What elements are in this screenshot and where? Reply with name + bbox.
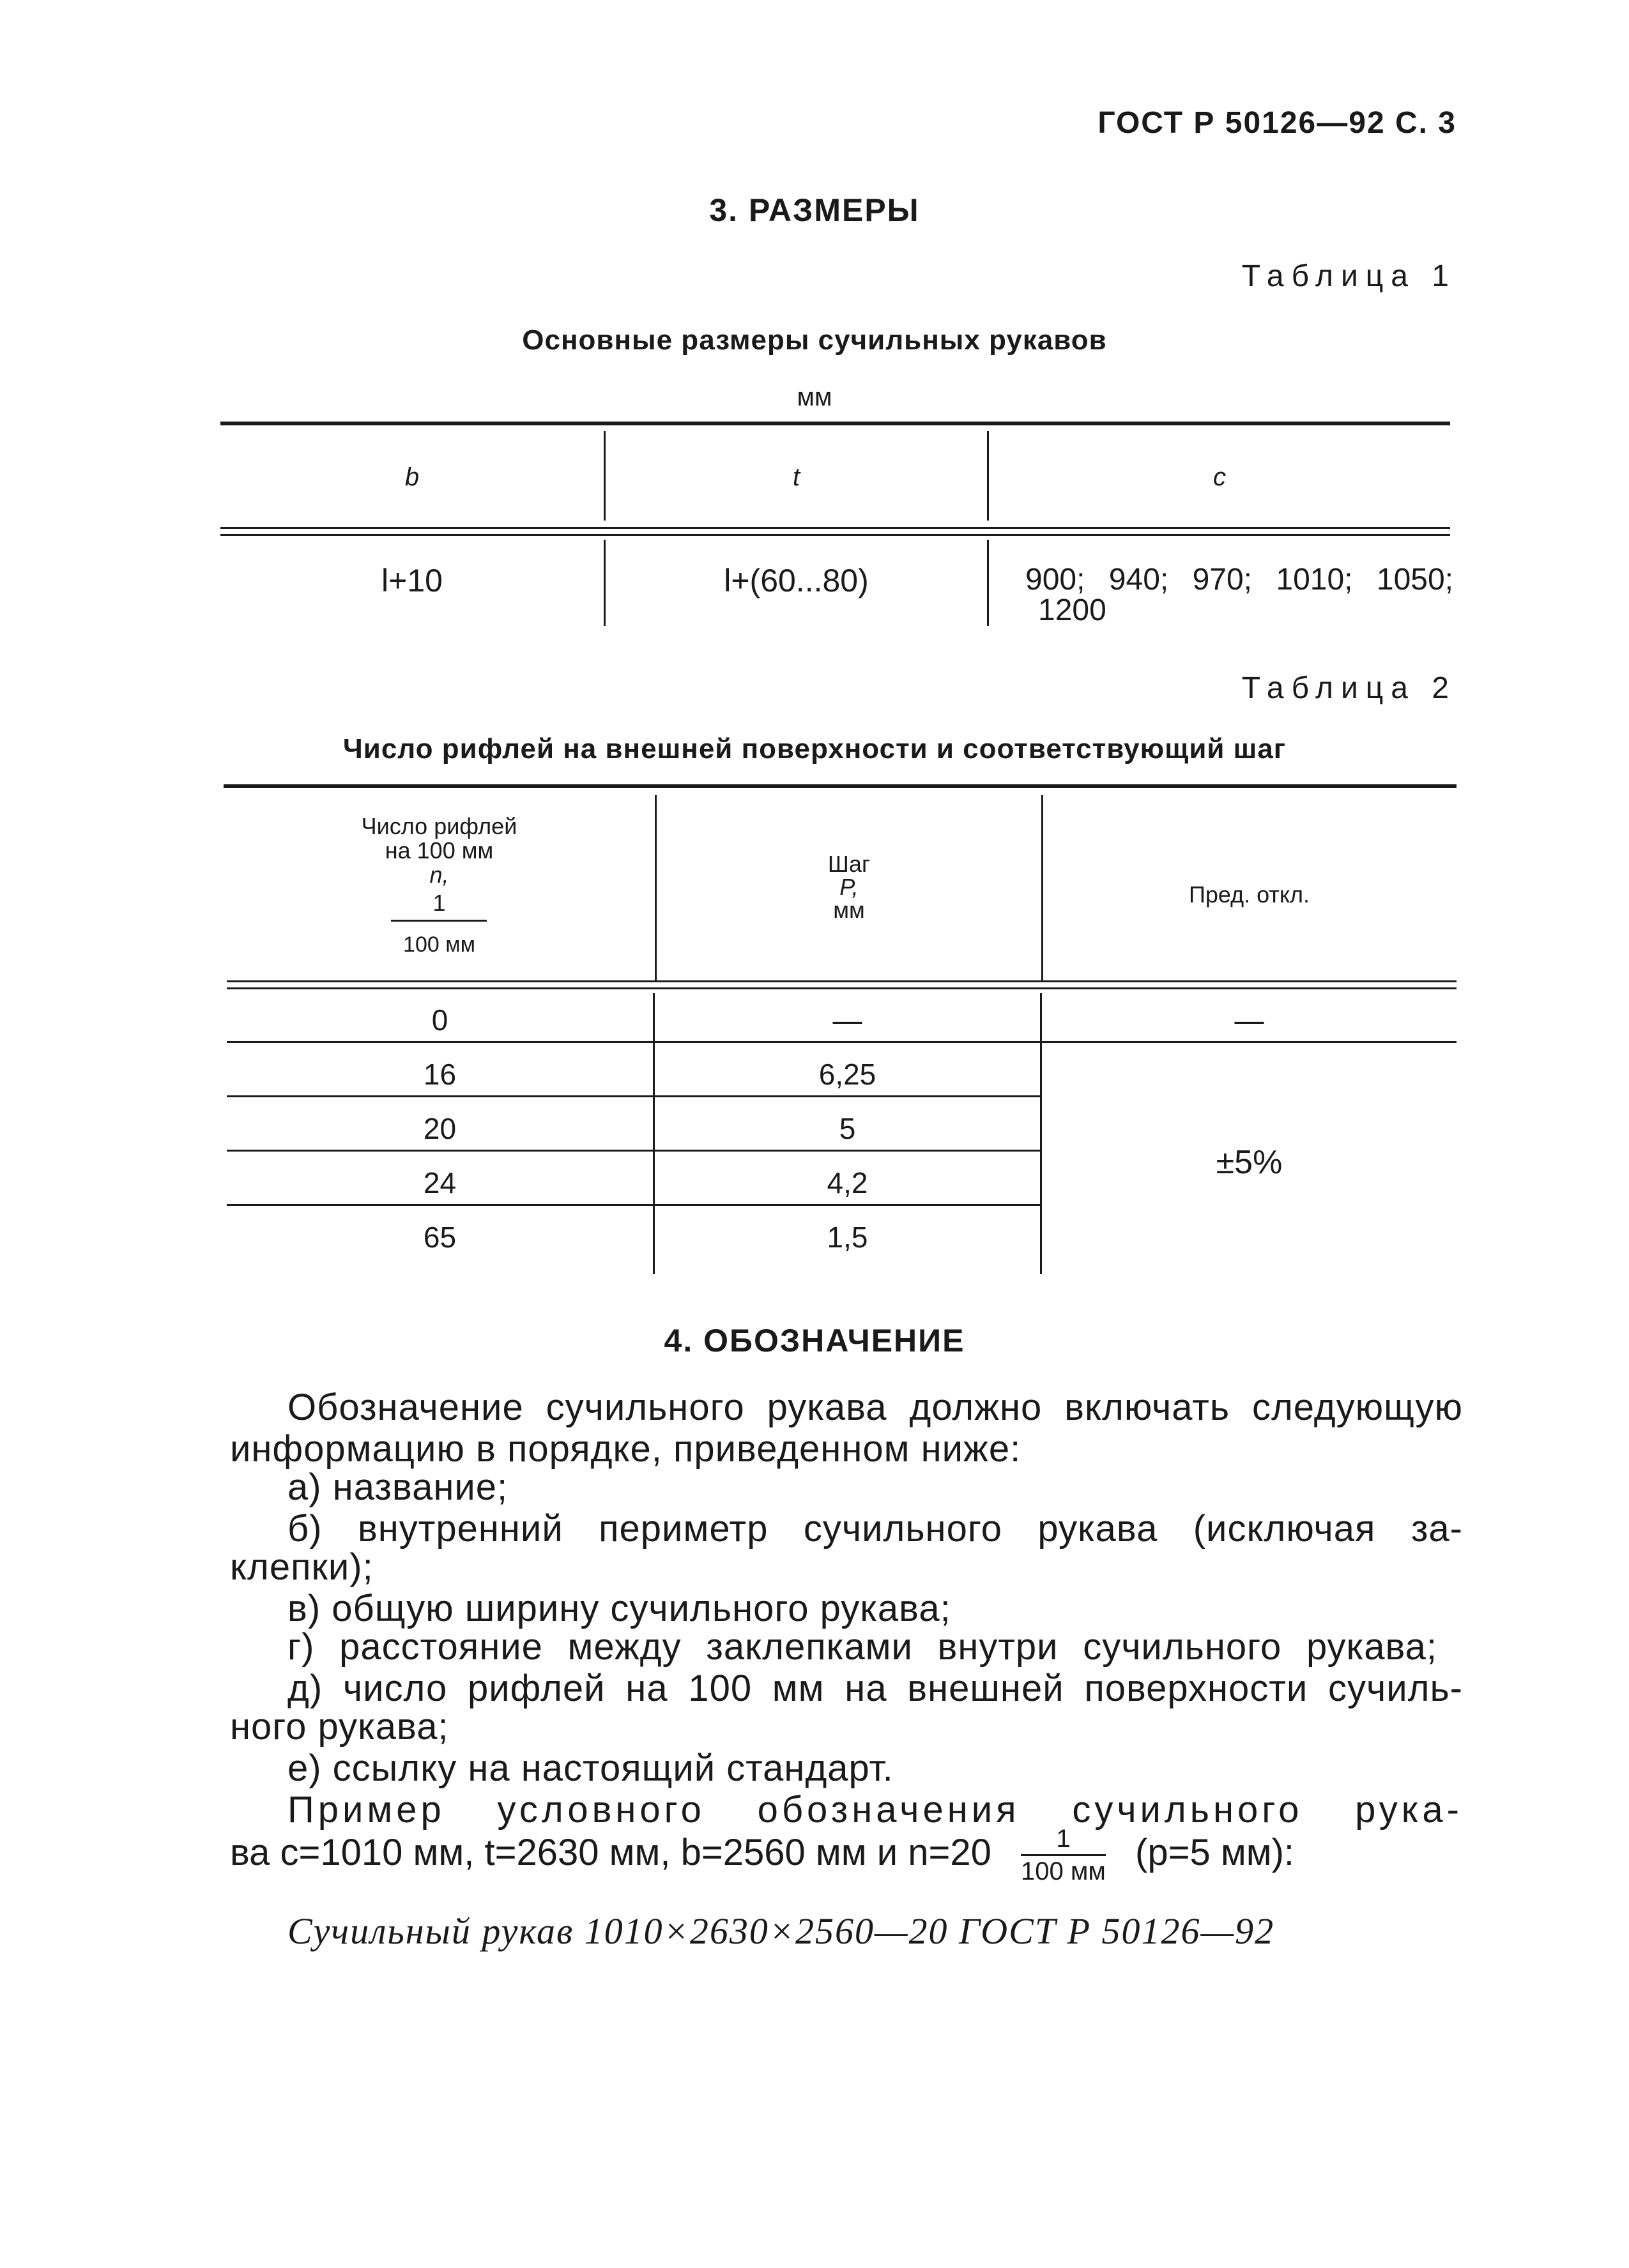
table1-header-rule xyxy=(220,527,1450,529)
table2-row-rule xyxy=(227,1095,1040,1097)
designation-intro-line2: информацию в порядке, приведенном ниже: xyxy=(230,1428,1021,1470)
example-fraction xyxy=(1021,1823,1106,1887)
table1-top-rule xyxy=(220,422,1450,425)
table2-title: Число рифлей на внешней поверхности и соответствующий шаг xyxy=(342,733,1287,765)
table2-row-rule xyxy=(227,1150,1040,1152)
table2-header-rule xyxy=(227,987,1457,989)
designation-item-b-line1: б) внутренний периметр сучильного рукава (исключая за- xyxy=(287,1508,1463,1549)
table1-cell-t: l+(60...80) xyxy=(724,563,869,598)
example-designation: Сучильный рукав 1010×2630×2560—20 ГОСТ Р 50126—92 xyxy=(287,1910,1275,1952)
table1-cell-c-line1: 900; 940; 970; 1010; 1050; xyxy=(1025,563,1453,597)
section-heading-designation: 4. ОБОЗНАЧЕНИЕ xyxy=(664,1323,965,1359)
example-formula-line xyxy=(230,1823,1463,1887)
table1-col-divider xyxy=(987,540,989,626)
example-formula-step: (p=5 мм): xyxy=(1135,1831,1295,1873)
table2-cell-count: 20 xyxy=(423,1112,457,1145)
example-fraction-denominator: 100 мм xyxy=(1021,1857,1106,1885)
table2-header-count-frac-num: 1 xyxy=(432,890,446,916)
table1-header-b: b xyxy=(404,463,420,491)
table2-row-rule xyxy=(227,1204,1040,1206)
table1-header-c: c xyxy=(1213,463,1226,491)
table2-header-step-line1: Шаг xyxy=(827,851,871,877)
table2-merged-tolerance: ±5% xyxy=(1216,1144,1283,1181)
table2-cell-count: 0 xyxy=(431,1003,448,1037)
table2-header-frac-bar xyxy=(391,920,487,922)
table2-header-count-line1: Число рифлей xyxy=(361,813,517,839)
table1-label: Таблица 1 xyxy=(1241,259,1457,293)
table2-header-step-unit: мм xyxy=(833,897,865,923)
table2-cell-step: 5 xyxy=(839,1112,856,1145)
designation-item-d-line2: ного рукава; xyxy=(230,1706,449,1747)
table2-label: Таблица 2 xyxy=(1241,671,1457,705)
table2-header-step-symbol: P, xyxy=(839,874,859,900)
table2-cell-step: — xyxy=(832,1003,862,1037)
table1-cell-b: l+10 xyxy=(381,563,443,598)
table2-cell-step: 1,5 xyxy=(827,1221,868,1254)
designation-item-g: г) расстояние между заклепками внутри сучильного рукава; xyxy=(287,1626,1437,1668)
table1-header-t: t xyxy=(792,463,800,491)
table2-cell-count: 65 xyxy=(423,1221,457,1254)
table2-cell-step: 4,2 xyxy=(827,1166,868,1199)
designation-intro-line1: Обозначение сучильного рукава должно включать следующую xyxy=(287,1387,1463,1428)
table2-header-count-frac-den: 100 мм xyxy=(403,932,475,957)
example-fraction-numerator: 1 xyxy=(1021,1823,1106,1856)
designation-item-a: а) название; xyxy=(287,1466,509,1508)
section-heading-dimensions: 3. РАЗМЕРЫ xyxy=(709,192,920,228)
table2-header-count-line2: на 100 мм xyxy=(385,837,494,864)
table2-cell-tolerance: — xyxy=(1234,1003,1264,1037)
table1-unit: мм xyxy=(797,383,832,411)
table2-header-rule xyxy=(227,980,1457,982)
designation-item-d-line1: д) число рифлей на 100 мм на внешней поверхности сучиль- xyxy=(287,1668,1463,1709)
table2-cell-count: 16 xyxy=(423,1058,457,1091)
table1-cell-c-line2: 1200 xyxy=(1038,593,1106,627)
example-formula-text: ва c=1010 мм, t=2630 мм, b=2560 мм и n=20 xyxy=(230,1831,991,1873)
designation-item-e: е) ссылку на настоящий стандарт. xyxy=(287,1747,894,1789)
table2-top-rule xyxy=(224,784,1457,788)
table2-cell-step: 6,25 xyxy=(818,1058,876,1091)
table1-header-rule xyxy=(220,534,1450,536)
designation-item-b-line2: клепки); xyxy=(230,1546,374,1588)
table1-title: Основные размеры сучильных рукавов xyxy=(522,324,1107,356)
table2-cell-count: 24 xyxy=(423,1166,457,1199)
running-title: ГОСТ Р 50126—92 С. 3 xyxy=(1097,106,1457,140)
table2-header-count-symbol: n, xyxy=(429,862,449,888)
designation-item-v: в) общую ширину сучильного рукава; xyxy=(287,1588,951,1629)
table2-row-rule xyxy=(227,1041,1457,1043)
table2-header-tolerance: Пред. откл. xyxy=(1188,881,1310,908)
example-intro-line: Пример условного обозначения сучильного рука- xyxy=(287,1789,1463,1830)
